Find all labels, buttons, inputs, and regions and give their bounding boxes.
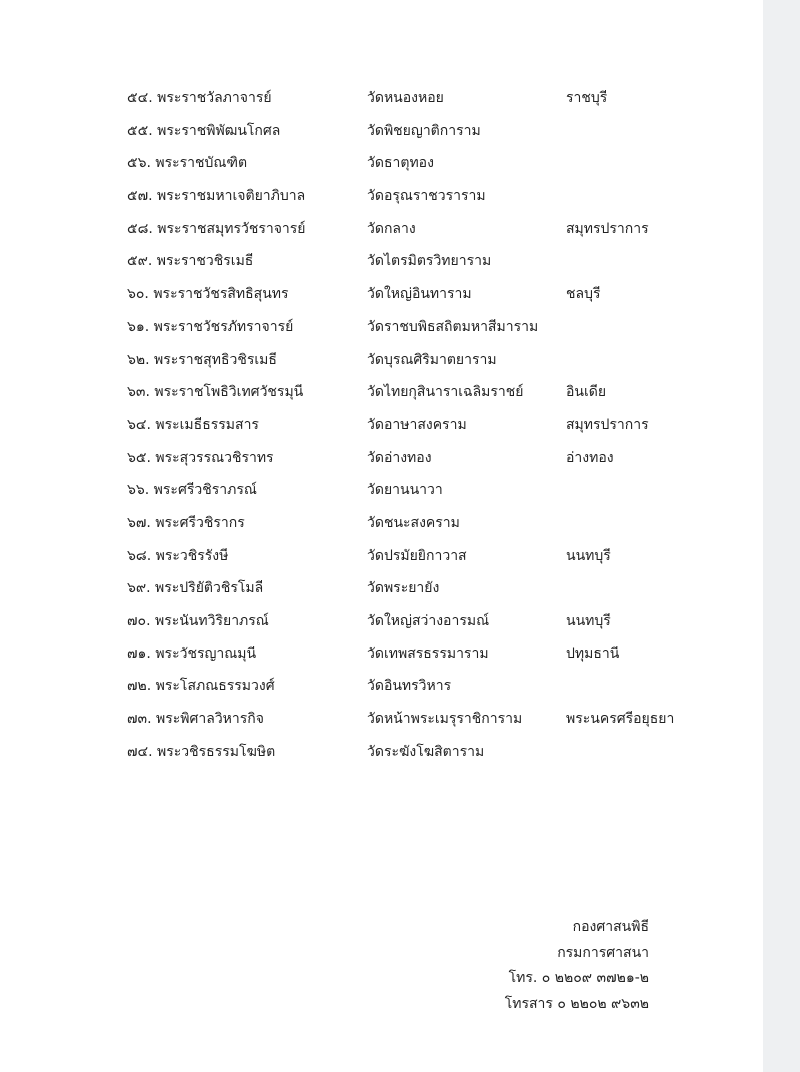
province-name: นนทบุรี — [566, 547, 611, 564]
list-item — [0, 376, 763, 409]
province-name: นนทบุรี — [566, 613, 611, 629]
temple-name: วัดชนะสงคราม — [367, 514, 460, 531]
list-item — [0, 670, 763, 703]
monk-title: ๖๘. พระวชิรรังษี — [127, 547, 229, 564]
list-item — [0, 147, 763, 180]
monk-title: ๕๙. พระราชวชิรเมธี — [127, 253, 254, 270]
list-item — [0, 572, 763, 605]
temple-name: วัดอินทรวิหาร — [367, 678, 452, 695]
list-item — [0, 474, 763, 507]
department-name: กรมการศาสนา — [557, 944, 649, 961]
temple-name: วัดพิชยญาติการาม — [367, 122, 481, 139]
temple-name: วัดอาษาสงคราม — [367, 416, 467, 433]
list-item — [0, 180, 763, 213]
list-item — [0, 703, 763, 736]
province-name: ชลบุรี — [566, 286, 601, 303]
temple-name: วัดใหญ่อินทาราม — [367, 286, 472, 303]
monk-list — [0, 82, 763, 768]
temple-name: วัดอ่างทอง — [367, 449, 432, 466]
monk-title: ๗๒. พระโสภณธรรมวงศ์ — [127, 678, 275, 695]
province-name: ราชบุรี — [566, 90, 608, 106]
province-name: อ่างทอง — [566, 449, 614, 466]
list-item — [0, 213, 763, 246]
list-item — [0, 409, 763, 442]
division-name: กองศาสนพิธี — [572, 919, 649, 935]
list-item — [0, 245, 763, 278]
list-item — [0, 278, 763, 311]
list-item — [0, 736, 763, 769]
province-name: สมุทรปราการ — [566, 220, 649, 237]
monk-title: ๗๓. พระพิศาลวิหารกิจ — [127, 711, 264, 728]
monk-title: ๖๒. พระราชสุทธิวชิรเมธี — [127, 351, 277, 368]
list-item — [0, 638, 763, 671]
temple-name: วัดบุรณศิริมาตยาราม — [367, 351, 497, 368]
temple-name: วัดหน้าพระเมรุราชิการาม — [367, 711, 523, 728]
monk-title: ๖๖. พระศรีวชิราภรณ์ — [127, 482, 257, 499]
list-item — [0, 344, 763, 377]
monk-title: ๕๕. พระราชพิพัฒนโกศล — [127, 122, 281, 139]
temple-name: วัดไทยกุสินาราเฉลิมราชย์ — [367, 384, 524, 401]
monk-title: ๖๐. พระราชวัชรสิทธิสุนทร — [127, 286, 289, 303]
monk-title: ๖๓. พระราชโพธิวิเทศวัชรมุนี — [127, 384, 304, 401]
monk-title: ๖๕. พระสุวรรณวชิราทร — [127, 449, 274, 466]
province-name: สมุทรปราการ — [566, 416, 649, 433]
temple-name: วัดพระยายัง — [367, 580, 440, 597]
temple-name: วัดหนองหอย — [367, 90, 444, 106]
monk-title: ๖๔. พระเมธีธรรมสาร — [127, 416, 259, 433]
monk-title: ๕๖. พระราชบัณฑิต — [127, 155, 248, 172]
list-item — [0, 82, 763, 115]
monk-title: ๖๙. พระปริยัติวชิรโมลี — [127, 580, 264, 597]
province-name: ปทุมธานี — [566, 645, 620, 662]
temple-name: วัดยานนาวา — [367, 482, 443, 499]
list-item — [0, 311, 763, 344]
temple-name: วัดธาตุทอง — [367, 155, 434, 172]
contact-footer — [505, 915, 649, 1017]
temple-name: วัดเทพสรธรรมาราม — [367, 645, 489, 662]
monk-title: ๕๗. พระราชมหาเจติยาภิบาล — [127, 188, 306, 205]
monk-title: ๕๘. พระราชสมุทรวัชราจารย์ — [127, 220, 306, 237]
province-name: อินเดีย — [566, 384, 607, 401]
temple-name: วัดไตรมิตรวิทยาราม — [367, 253, 492, 270]
temple-name: วัดราชบพิธสถิตมหาสีมาราม — [367, 318, 539, 335]
list-item — [0, 605, 763, 638]
monk-title: ๗๔. พระวชิรธรรมโฆษิต — [127, 743, 276, 760]
temple-name: วัดกลาง — [367, 220, 416, 237]
temple-name: วัดใหญ่สว่างอารมณ์ — [367, 613, 490, 629]
list-item — [0, 442, 763, 475]
province-name: พระนครศรีอยุธยา — [566, 711, 675, 728]
temple-name: วัดอรุณราชวราราม — [367, 188, 486, 205]
list-item — [0, 540, 763, 573]
list-item — [0, 507, 763, 540]
phone-number: โทร. ๐ ๒๒๐๙ ๓๗๒๑-๒ — [508, 970, 649, 986]
monk-title: ๗๐. พระนันทวิริยาภรณ์ — [127, 613, 269, 629]
monk-title: ๖๑. พระราชวัชรภัทราจารย์ — [127, 318, 294, 335]
monk-title: ๗๑. พระวัชรญาณมุนี — [127, 645, 257, 662]
list-item — [0, 115, 763, 148]
fax-number: โทรสาร ๐ ๒๒๐๒ ๙๖๓๒ — [504, 995, 649, 1012]
monk-title: ๕๔. พระราชวัลภาจารย์ — [127, 90, 272, 106]
temple-name: วัดปรมัยยิกาวาส — [367, 547, 467, 564]
monk-title: ๖๗. พระศรีวชิรากร — [127, 514, 245, 531]
temple-name: วัดระฆังโฆสิตาราม — [367, 743, 485, 760]
